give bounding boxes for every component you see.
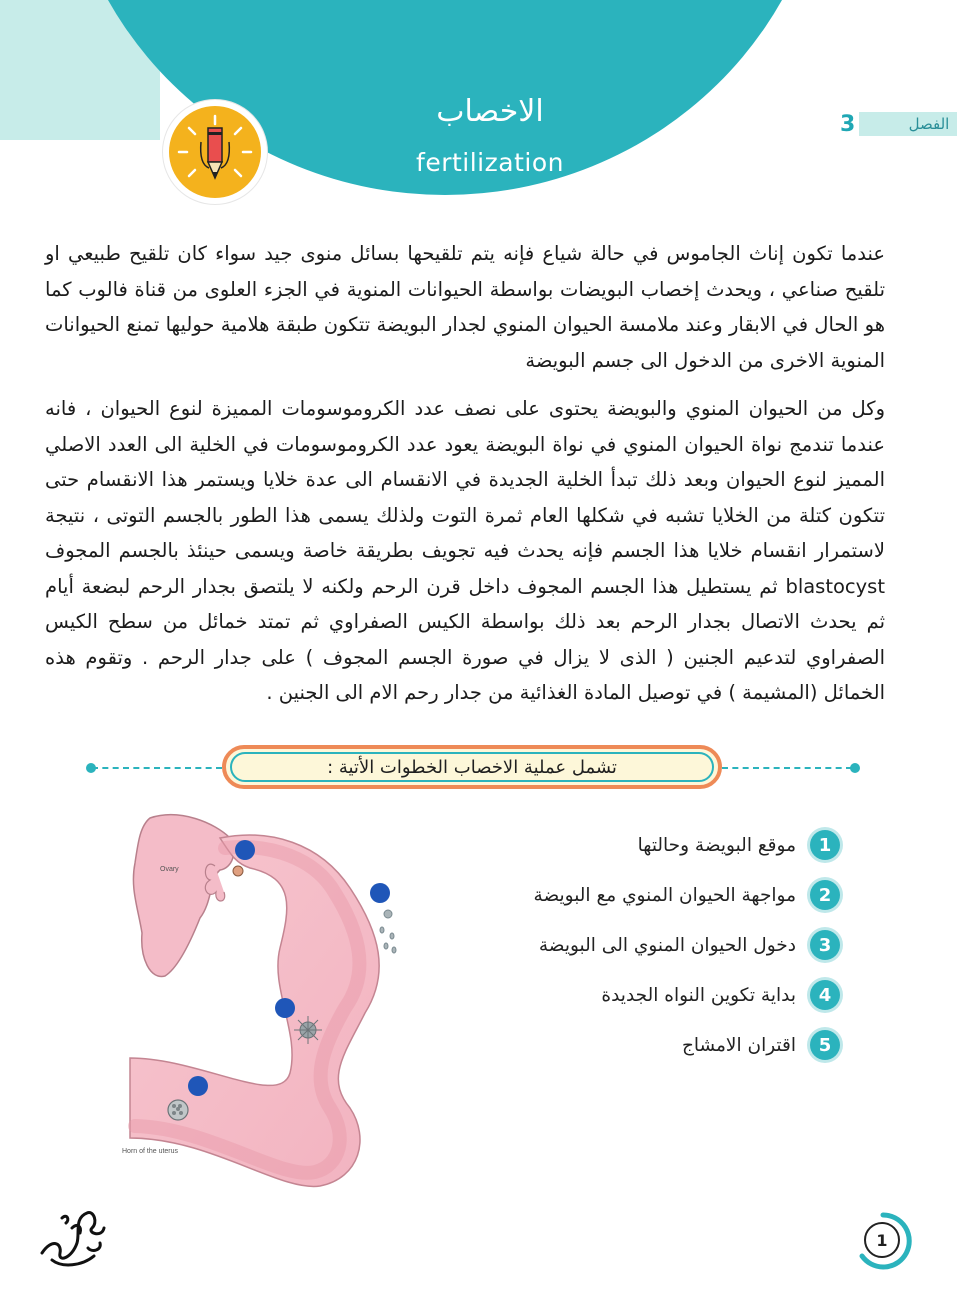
- banner-dot-left: [86, 763, 96, 773]
- banner-dashed-line-right: [722, 767, 852, 769]
- uterus-horn-label: Horn of the uterus: [122, 1148, 179, 1155]
- page-number: 1: [864, 1222, 900, 1258]
- step-text: اقتران الامشاج: [681, 1034, 796, 1056]
- list-item: [638, 828, 840, 862]
- steps-banner-text: تشمل عملية الاخصاب الخطوات الأتية :: [327, 757, 617, 778]
- list-item: [682, 1028, 840, 1062]
- list-item: [539, 928, 840, 962]
- signature-icon: [32, 1198, 122, 1278]
- fertilization-diagram: [120, 808, 445, 1193]
- chapter-word: الفصل: [859, 112, 957, 136]
- paragraph-development-part2: ثم يستطيل هذا الجسم المجوف داخل قرن الرحم ولكنه لا يلتصق بجدار الرحم لبضعة أيام ثم يحدث الاتصال بجدار الرحم بعد ذلك بواسطة الكيس الصفراوي ثم تمتد خمائل من سطح الكيس الصفراوي لتدعيم الجنين ( الذى لا يزال في صورة الجسم المجوف ) على جدار الرحم . وتقوم هذه الخمائل (المشيمة ) في توصيل المادة الغذائية من جدار رحم الام الى الجنين .: [45, 574, 885, 704]
- page-title-english: fertilization: [416, 148, 564, 177]
- steps-banner: [222, 745, 722, 789]
- term-blastocyst: blastocyst: [785, 574, 885, 598]
- pencil-lightbulb-icon: [165, 102, 265, 202]
- step-text: بداية تكوين النواه الجديدة: [601, 984, 796, 1006]
- chapter-label: [840, 110, 957, 138]
- step-number-badge: 4: [810, 980, 840, 1010]
- step-number-badge: 5: [810, 1030, 840, 1060]
- banner-dashed-line-left: [92, 767, 222, 769]
- step-number-badge: 2: [810, 880, 840, 910]
- paragraph-intro-text: عندما تكون إناث الجاموس في حالة شياع فإنه يتم تلقيحها بسائل منوى جيد سواء كان تلقيح طبيعي او تلقيح صناعي ، ويحدث إخصاب البويضات بواسطة الحيوانات المنوية في الجزء العلوى من قناة فالوب كما هو الحال في الابقار وعند ملامسة الحيوان المنوي لجدار البويضة تتكون طبقة هلامية حوليها تمنع الحيوانات المنوية الاخرى من الدخول الى جسم البويضة: [45, 242, 885, 372]
- paragraph-intro: [45, 236, 885, 378]
- ovary-label: Ovary: [160, 866, 179, 873]
- paragraph-development-part1: وكل من الحيوان المنوي والبويضة يحتوى على نصف عدد الكروموسومات المميزة لنوع الحيوان ، فانه عندما تندمج نواة الحيوان المنوي في نواة البويضة يعود عدد الكروموسومات في الخلية الى العدد الاصلي المميز لنوع الحيوان وبعد ذلك تبدأ الخلية الجديدة في الانقسام الى عدة خلايا ويستمر هذا الانقسام حتى تتكون كتلة من الخلايا تشبه في شكلها العام ثمرة التوت ولذلك يسمى هذا الطور بالجسم التوتى ، نتيجة لاستمرار انقسام خلايا هذا الجسم فإنه يحدث فيه تجويف بطريقة خاصة ويسمى حينئذ بالجسم المجوف: [45, 397, 885, 562]
- step-text: دخول الحيوان المنوي الى البويضة: [538, 934, 796, 956]
- banner-dot-right: [850, 763, 860, 773]
- list-item: [534, 878, 840, 912]
- step-text: موقع البويضة وحالتها: [637, 834, 796, 856]
- step-number-badge: 1: [810, 830, 840, 860]
- chapter-badge: [163, 100, 267, 204]
- step-text: مواجهة الحيوان المنوي مع البويضة: [533, 884, 796, 906]
- page-title-arabic: الاخصاب: [436, 94, 544, 129]
- paragraph-development: [45, 391, 885, 711]
- chapter-number: 3: [840, 111, 856, 137]
- step-number-badge: 3: [810, 930, 840, 960]
- list-item: [601, 978, 840, 1012]
